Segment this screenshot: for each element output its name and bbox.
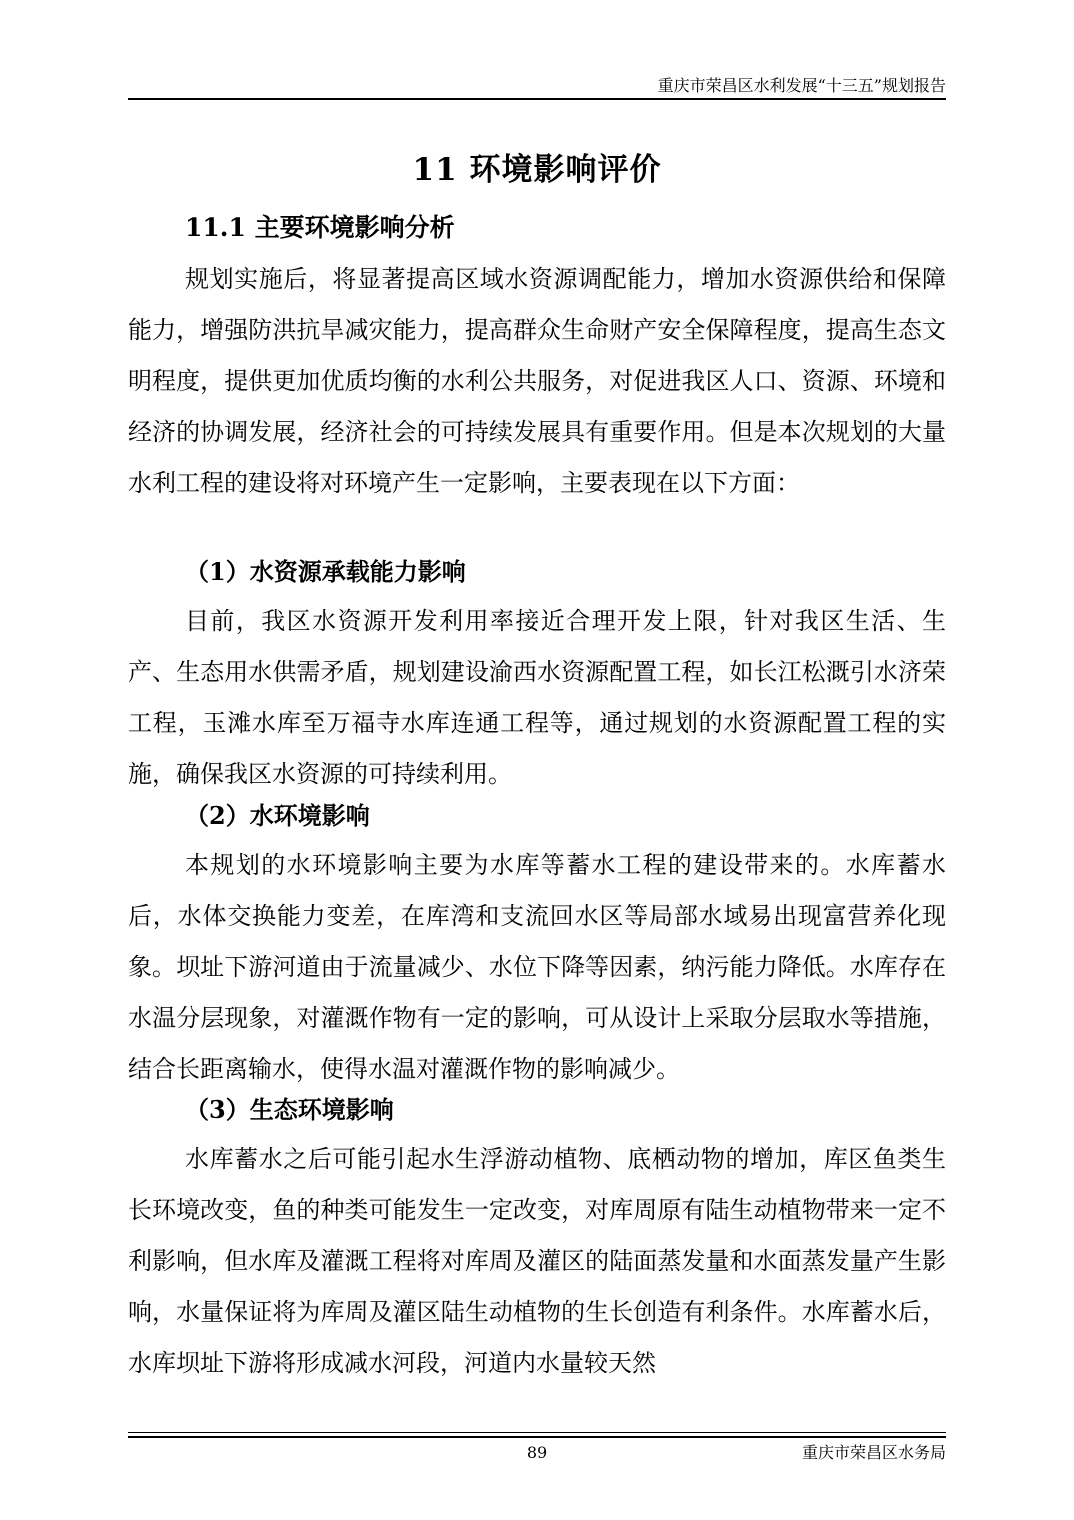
subsection-body-water-environment: 本规划的水环境影响主要为水库等蓄水工程的建设带来的。水库蓄水后，水体交换能力变差，在库湾和支流回水区等局部水域易出现富营养化现象。坝址下游河道由于流量减少、水位下降等因素，纳污能力降低。水库存在水温分层现象，对灌溉作物有一定的影响，可从设计上采取分层取水等措施，结合长距离输水，使得水温对灌溉作物的影响减少。 [128, 851, 946, 1083]
subsection-body-water-resources: 目前，我区水资源开发利用率接近合理开发上限，针对我区生活、生产、生态用水供需矛盾，规划建设渝西水资源配置工程，如长江松溉引水济荣工程，玉滩水库至万福寺水库连通工程等，通过规划的水资源配置工程的实施，确保我区水资源的可持续利用。 [128, 607, 946, 788]
footer-rule-thick [128, 1436, 946, 1438]
chapter-title: 11 环境影响评价 [412, 152, 662, 188]
running-header: 重庆市荣昌区水利发展“十三五”规划报告 [657, 76, 946, 95]
header-rule [128, 98, 946, 100]
subsection-heading-water-resources: （1）水资源承载能力影响 [185, 557, 466, 586]
subsection-heading-ecological-environment: （3）生态环境影响 [185, 1095, 394, 1124]
page-number: 89 [526, 1443, 548, 1462]
footer-rule-thin [128, 1432, 946, 1433]
subsection-body-ecological-environment: 水库蓄水之后可能引起水生浮游动植物、底栖动物的增加，库区鱼类生长环境改变，鱼的种类可能发生一定改变，对库周原有陆生动植物带来一定不利影响，但水库及灌溉工程将对库周及灌区的陆面蒸发量和水面蒸发量产生影响，水量保证将为库周及灌区陆生动植物的生长创造有利条件。水库蓄水后，水库坝址下游将形成减水河段，河道内水量较天然 [128, 1145, 946, 1377]
subsection-heading-water-environment: （2）水环境影响 [185, 801, 370, 830]
section-title: 11.1 主要环境影响分析 [185, 213, 455, 242]
intro-paragraph: 规划实施后，将显著提高区域水资源调配能力，增加水资源供给和保障能力，增强防洪抗旱减灾能力，提高群众生命财产安全保障程度，提高生态文明程度，提供更加优质均衡的水利公共服务，对促进我区人口、资源、环境和经济的协调发展，经济社会的可持续发展具有重要作用。但是本次规划的大量水利工程的建设将对环境产生一定影响，主要表现在以下方面： [128, 265, 946, 497]
footer-organization: 重庆市荣昌区水务局 [801, 1443, 946, 1462]
